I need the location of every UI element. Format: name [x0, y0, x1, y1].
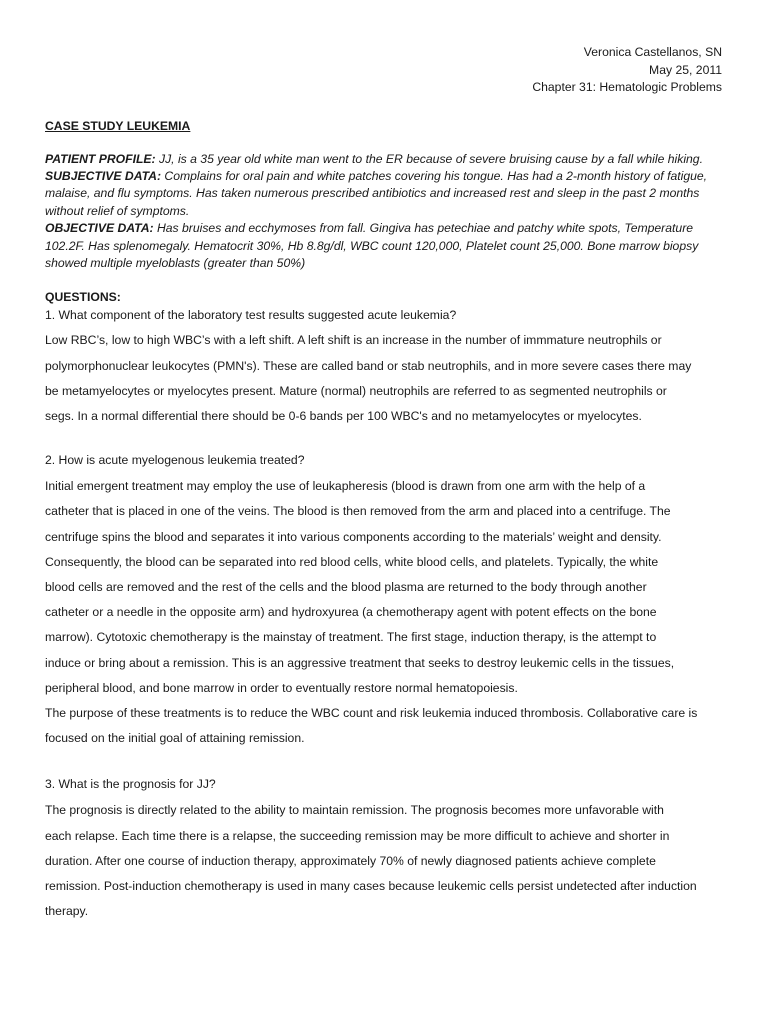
- answer-line: be metamyelocytes or myelocytes present. Mature (normal) neutrophils are referred to as segmented neutrophils or: [45, 383, 667, 398]
- patient-profile-text: JJ, is a 35 year old white man went to the ER because of severe bruising cause by a fall while hiking.: [155, 151, 703, 166]
- questions-list: [45, 307, 723, 924]
- answer-line: therapy.: [45, 904, 89, 919]
- answer-line: peripheral blood, and bone marrow in order to eventually restore normal hematopoiesis.: [45, 680, 518, 695]
- case-study-title: CASE STUDY LEUKEMIA: [45, 118, 191, 133]
- chapter-title: Chapter 31: Hematologic Problems: [532, 80, 722, 94]
- answer-line: polymorphonuclear leukocytes (PMN's). These are called band or stab neutrophils, and in more severe cases there may: [45, 358, 692, 373]
- patient-profile: [45, 151, 723, 168]
- objective-data: [45, 220, 723, 272]
- subjective-data-text: Complains for oral pain and white patches covering his tongue. Has had a 2-month history of fatigue, malaise, and flu symptoms. Has taken numerous prescribed antibiotics and increased rest and sleep in the past 2 months without relief of symptoms.: [45, 168, 708, 218]
- questions-heading: QUESTIONS:: [45, 290, 121, 305]
- patient-profile-section: [45, 151, 723, 273]
- question-block: [45, 452, 723, 751]
- question-text: 2. How is acute myelogenous leukemia treated?: [45, 453, 305, 468]
- answer-line: Initial emergent treatment may employ the use of leukapheresis (blood is drawn from one arm with the help of a: [45, 479, 646, 494]
- answer-line: focused on the initial goal of attaining remission.: [45, 731, 305, 746]
- document-date: May 25, 2011: [649, 62, 722, 77]
- subjective-data: [45, 168, 723, 220]
- answer-line: catheter that is placed in one of the veins. The blood is then removed from the arm and placed into a centrifuge. The: [45, 504, 671, 519]
- answer-line: blood cells are removed and the rest of the cells and the blood plasma are returned to the body through another: [45, 579, 647, 594]
- answer-line: remission. Post-induction chemotherapy is used in many cases because leukemic cells persist undetected after induction: [45, 879, 697, 893]
- answer-line: centrifuge spins the blood and separates it into various components according to the materials’ weight and density.: [45, 529, 662, 544]
- author-name: Veronica Castellanos, SN: [583, 45, 722, 59]
- objective-data-label: OBJECTIVE DATA:: [45, 221, 154, 236]
- answer-line: marrow). Cytotoxic chemotherapy is the mainstay of treatment. The first stage, induction therapy, is the attempt to: [45, 630, 657, 645]
- answer-line: catheter or a needle in the opposite arm) and hydroxyurea (a chemotherapy agent with potent effects on the bone: [45, 605, 657, 620]
- answer-line: induce or bring about a remission. This is an aggressive treatment that seeks to destroy leukemic cells in the tissues,: [45, 655, 675, 670]
- question-text: 3. What is the prognosis for JJ?: [45, 777, 216, 792]
- answer-line: Consequently, the blood can be separated into red blood cells, white blood cells, and platelets. Typically, the white: [45, 554, 659, 569]
- answer-line: The purpose of these treatments is to reduce the WBC count and risk leukemia induced thrombosis. Collaborative care is: [45, 705, 698, 720]
- answer-line: The prognosis is directly related to the ability to maintain remission. The prognosis becomes more unfavorable with: [45, 803, 664, 818]
- question-text: 1. What component of the laboratory test results suggested acute leukemia?: [45, 308, 457, 323]
- answer-line: each relapse. Each time there is a relapse, the succeeding remission may be more difficult to achieve and shorter in: [45, 828, 670, 843]
- document-header: [45, 44, 722, 97]
- objective-data-text: Has bruises and ecchymoses from fall. Gingiva has petechiae and patchy white spots, Temperature 102.2F. Has splenomegaly. Hematocrit 30%, Hb 8.8g/dl, WBC count 120,000, Platelet count 25,000. Bone marrow biopsy showed multiple myeloblasts (greater than 50%): [45, 221, 699, 270]
- question-block: [45, 776, 723, 924]
- subjective-data-label: SUBJECTIVE DATA:: [45, 168, 162, 183]
- patient-profile-label: PATIENT PROFILE:: [45, 151, 156, 166]
- answer-line: Low RBC’s, low to high WBC’s with a left shift. A left shift is an increase in the number of immmature neutrophils or: [45, 333, 662, 348]
- answer-line: segs. In a normal differential there should be 0-6 bands per 100 WBC's and no metamyelocytes or myelocytes.: [45, 408, 642, 423]
- answer-line: duration. After one course of induction therapy, approximately 70% of newly diagnosed patients achieve complete: [45, 853, 656, 868]
- question-block: [45, 307, 723, 429]
